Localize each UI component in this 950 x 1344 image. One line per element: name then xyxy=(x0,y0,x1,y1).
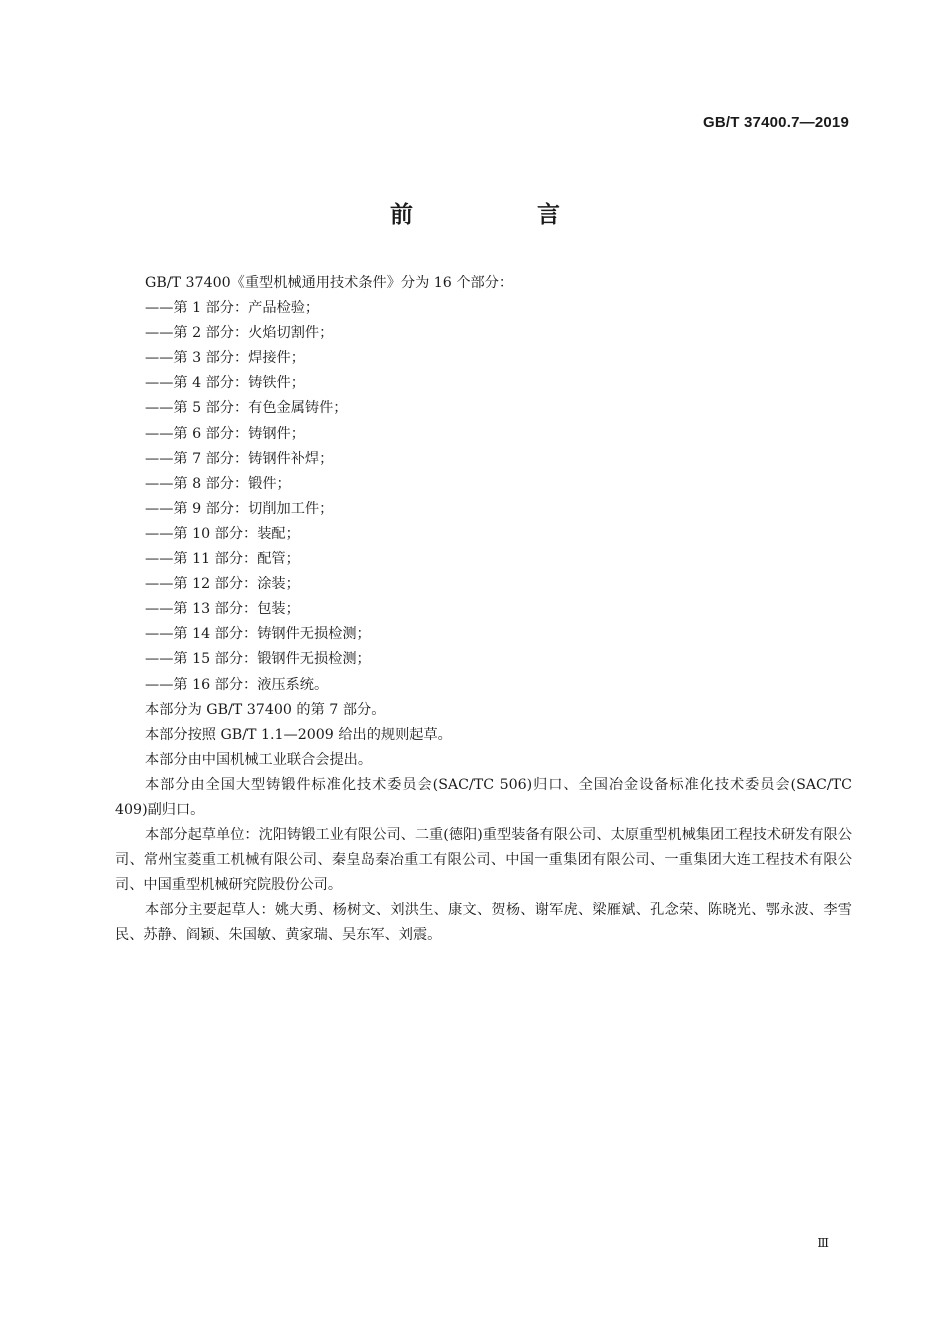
list-item: ——第 7 部分：铸钢件补焊； xyxy=(145,450,334,467)
list-item: ——第 8 部分：锻件； xyxy=(145,475,291,492)
committee-paragraph: 本部分由全国大型铸锻件标准化技术委员会(SAC/TC 506)归口、全国冶金设备标准化技术委员会(SAC/TC 409)副归口。 xyxy=(115,776,852,818)
list-item: ——第 1 部分：产品检验； xyxy=(145,300,320,317)
page-title: 前 言 xyxy=(389,202,618,228)
parts-list xyxy=(115,296,852,698)
list-item: ——第 4 部分：铸铁件； xyxy=(145,375,305,392)
drafting-units-paragraph: 本部分起草单位：沈阳铸锻工业有限公司、二重(德阳)重型装备有限公司、太原重型机械集团工程技术研发有限公司、常州宝菱重工机械有限公司、秦皇岛秦冶重工有限公司、中国一重集团有限公司、一重集团大连工程技术有限公司、中国重型机械研究院股份公司。 xyxy=(115,827,852,894)
part-statement-paragraph: 本部分为 GB/T 37400 的第 7 部分。 xyxy=(145,701,386,718)
list-item: ——第 16 部分：液压系统。 xyxy=(145,676,329,693)
list-item: ——第 12 部分：涂装； xyxy=(145,576,300,593)
list-item: ——第 5 部分：有色金属铸件； xyxy=(145,400,348,417)
list-item: ——第 6 部分：铸钢件； xyxy=(145,425,305,442)
drafters-paragraph: 本部分主要起草人：姚大勇、杨树文、刘洪生、康文、贺杨、谢军虎、梁雁斌、孔念荣、陈晓光、鄂永波、李雪民、苏静、阎颖、朱国敏、黄家瑞、吴东军、刘震。 xyxy=(115,902,852,944)
list-item: ——第 9 部分：切削加工件； xyxy=(145,500,334,517)
list-item: ——第 11 部分：配管； xyxy=(145,551,300,568)
proposer-paragraph: 本部分由中国机械工业联合会提出。 xyxy=(145,751,373,768)
intro-paragraph: GB/T 37400《重型机械通用技术条件》分为 16 个部分： xyxy=(145,275,514,291)
list-item: ——第 10 部分：装配； xyxy=(145,525,300,542)
foreword-body xyxy=(115,271,852,949)
list-item: ——第 14 部分：铸钢件无损检测； xyxy=(145,626,371,643)
page-number: Ⅲ xyxy=(817,1236,829,1250)
drafting-rules-paragraph: 本部分按照 GB/T 1.1—2009 给出的规则起草。 xyxy=(145,726,452,743)
list-item: ——第 13 部分：包装； xyxy=(145,601,300,618)
list-item: ——第 2 部分：火焰切割件； xyxy=(145,325,334,342)
standard-number: GB/T 37400.7—2019 xyxy=(703,114,849,131)
list-item: ——第 3 部分：焊接件； xyxy=(145,350,305,367)
list-item: ——第 15 部分：锻钢件无损检测； xyxy=(145,651,371,668)
